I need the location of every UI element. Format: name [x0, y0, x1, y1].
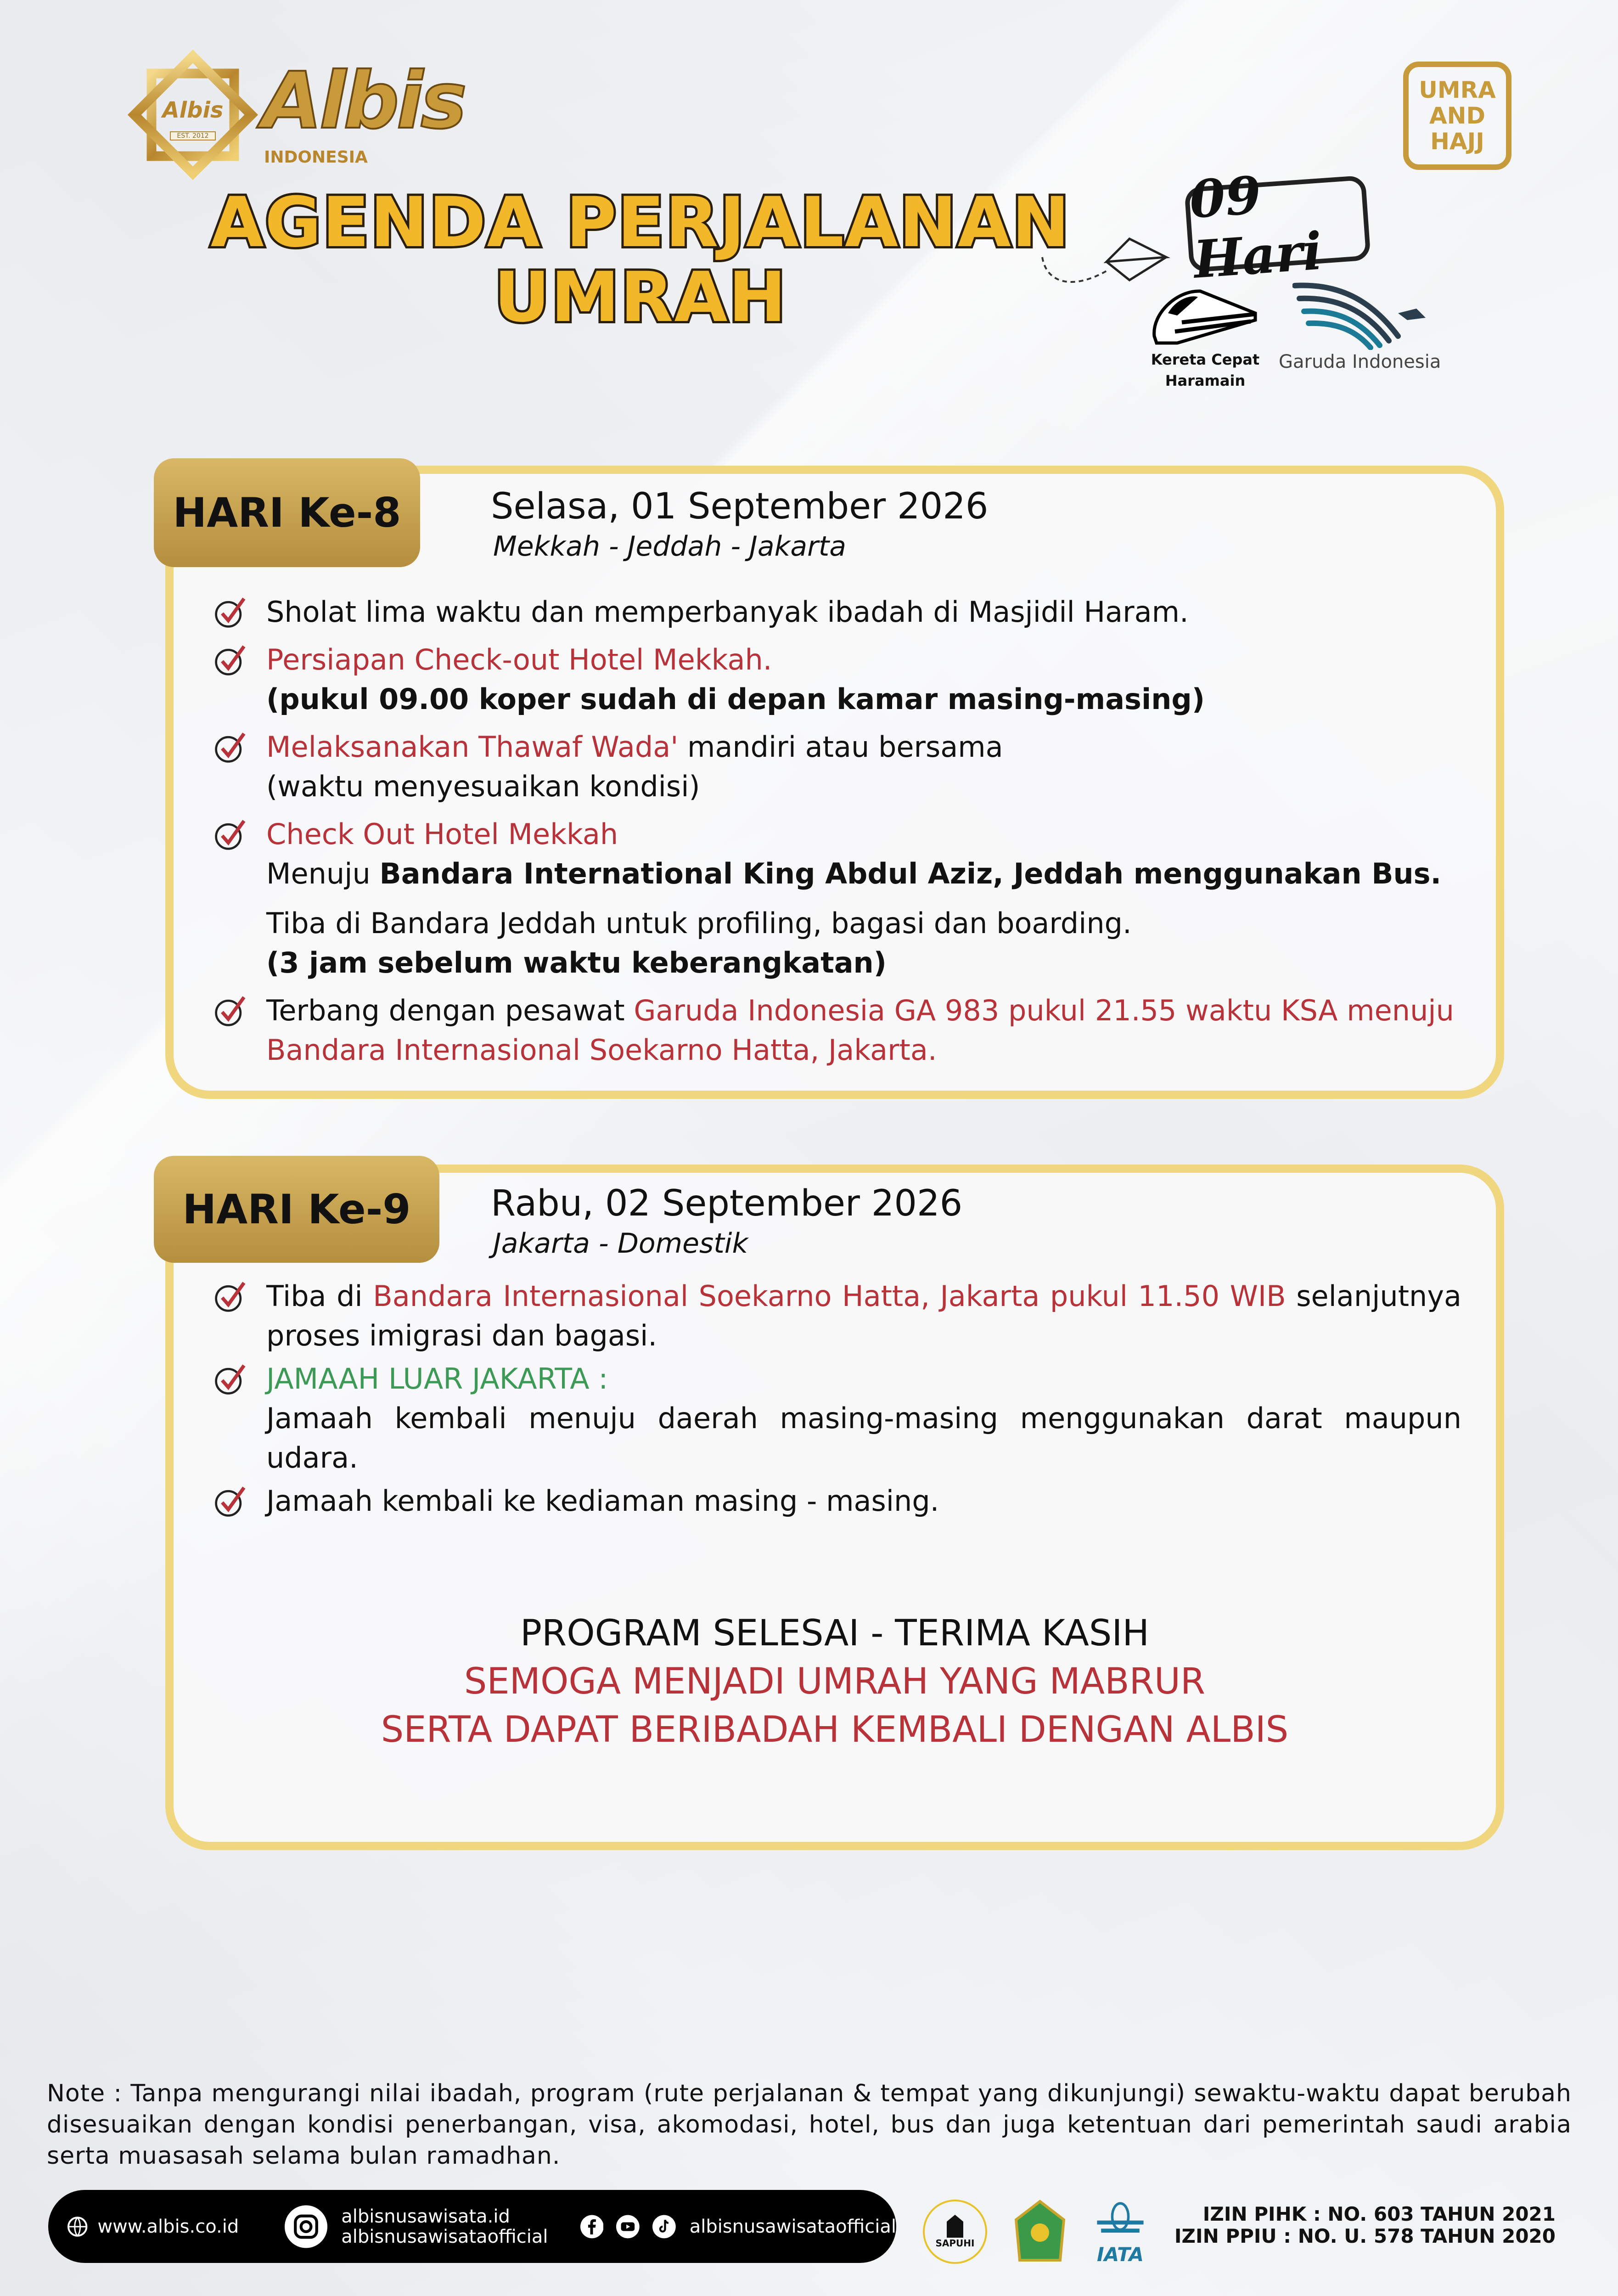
- day-date: Rabu, 02 September 2026: [491, 1183, 963, 1224]
- train-caption: [1143, 349, 1267, 391]
- iata-globe-icon: [1095, 2202, 1146, 2243]
- item-bold: Bandara International King Abdul Aziz, Jeddah menggunakan Bus.: [379, 857, 1442, 890]
- brand-subtitle: INDONESIA: [264, 148, 368, 167]
- agenda-item: [213, 815, 1494, 983]
- albis-logo: [124, 46, 464, 184]
- check-icon: [213, 1279, 247, 1314]
- instagram-link[interactable]: albisnusawisataofficial: [341, 2226, 548, 2247]
- closing-message: [165, 1609, 1504, 1754]
- duration-stamp: [1184, 165, 1371, 290]
- izin-ppiu: IZIN PPIU : NO. U. 578 TAHUN 2020: [1174, 2225, 1556, 2247]
- sapuhi-logo-text: SAPUHI: [935, 2238, 975, 2249]
- brand-name: Albis: [262, 56, 464, 146]
- day-route: Mekkah - Jeddah - Jakarta: [493, 530, 847, 563]
- svg-text:Albis: Albis: [162, 97, 224, 123]
- youtube-icon[interactable]: [616, 2213, 640, 2240]
- item-text: Jamaah kembali menuju daerah masing-masing menggunakan darat maupun udara.: [266, 1401, 1461, 1474]
- duration-text: 09 Hari: [1187, 165, 1324, 290]
- train-caption-line1: Kereta Cepat: [1151, 351, 1260, 368]
- page-title-line1: AGENDA PERJALANAN: [210, 183, 1071, 263]
- item-text: Sholat lima waktu dan memperbanyak ibadah di Masjidil Haram.: [266, 595, 1189, 629]
- umra-and-hajj-logo: [1403, 62, 1511, 170]
- day-date: Selasa, 01 September 2026: [491, 486, 989, 527]
- check-icon: [213, 1484, 247, 1519]
- train-icon: [1150, 286, 1260, 345]
- item-highlight: Melaksanakan Thawaf Wada': [266, 730, 679, 764]
- iata-logo: [1084, 2202, 1157, 2264]
- train-caption-line2: Haramain: [1165, 372, 1246, 389]
- brand-established: EST. 2012: [170, 131, 216, 141]
- instagram-handles: [341, 2206, 548, 2247]
- iata-logo-text: IATA: [1096, 2243, 1144, 2266]
- day-badge: HARI Ke-8: [154, 458, 420, 567]
- day-8-agenda-list: [213, 592, 1494, 1070]
- check-icon: [213, 730, 247, 765]
- izin-pihk: IZIN PIHK : NO. 603 TAHUN 2021: [1202, 2203, 1556, 2225]
- item-text-2: selanjutnya proses imigrasi dan bagasi.: [266, 1279, 1461, 1352]
- tiktok-icon[interactable]: [652, 2213, 676, 2240]
- closing-line-2: SEMOGA MENJADI UMRAH YANG MABRUR: [464, 1661, 1206, 1702]
- albis-emblem-icon: [124, 46, 262, 184]
- agenda-item: [213, 991, 1494, 1070]
- day-badge: HARI Ke-9: [154, 1156, 439, 1263]
- agenda-item: [213, 1277, 1461, 1356]
- item-text-2: (waktu menyesuaikan kondisi): [266, 770, 700, 803]
- social-handle[interactable]: albisnusawisataofficial: [689, 2216, 896, 2237]
- day-route: Jakarta - Domestik: [493, 1227, 748, 1260]
- agenda-item: [213, 1481, 1494, 1521]
- license-info: [1174, 2203, 1556, 2247]
- closing-line-1: PROGRAM SELESAI - TERIMA KASIH: [520, 1613, 1150, 1654]
- item-bold: (pukul 09.00 koper sudah di depan kamar masing-masing): [266, 682, 1205, 716]
- kemenag-logo-icon: [1012, 2200, 1067, 2264]
- check-icon: [213, 595, 247, 630]
- agenda-item: [213, 592, 1494, 632]
- sapuhi-logo: [923, 2200, 987, 2264]
- item-text: Tiba di: [266, 1279, 373, 1313]
- item-text: Jamaah kembali ke kediaman masing - masing.: [266, 1484, 939, 1518]
- instagram-icon: [285, 2201, 327, 2252]
- note-text: Note : Tanpa mengurangi nilai ibadah, program (rute perjalanan & tempat yang dikunjungi) sewaktu-waktu dapat berubah disesuaikan dengan kondisi penerbangan, visa, akomodasi, hotel, bus dan juga ketentuan dari pemerintah saudi arabia serta muasasah selama bulan ramadhan.: [47, 2080, 1572, 2170]
- item-highlight: Check Out Hotel Mekkah: [266, 817, 618, 851]
- check-icon: [213, 817, 247, 852]
- garuda-logo-icon: [1292, 281, 1426, 350]
- check-icon: [213, 994, 247, 1029]
- globe-icon: [67, 2214, 88, 2240]
- item-highlight: Persiapan Check-out Hotel Mekkah.: [266, 643, 772, 676]
- closing-line-3: SERTA DAPAT BERIBADAH KEMBALI DENGAN ALBIS: [381, 1709, 1289, 1750]
- item-highlight: Bandara Internasional Soekarno Hatta, Jakarta pukul 11.50 WIB: [373, 1279, 1286, 1313]
- agenda-item: [213, 727, 1494, 806]
- website-link[interactable]: www.albis.co.id: [97, 2216, 239, 2237]
- facebook-icon[interactable]: [580, 2213, 604, 2240]
- check-icon: [213, 643, 247, 678]
- umra-logo-text: UMRA AND HAJJ: [1419, 77, 1496, 155]
- item-text: mandiri atau bersama: [678, 730, 1003, 764]
- item-bold-2: (3 jam sebelum waktu keberangkatan): [266, 946, 887, 979]
- item-text: Terbang dengan pesawat: [266, 994, 634, 1027]
- agenda-item: [213, 1359, 1461, 1478]
- item-text: Menuju: [266, 857, 380, 890]
- page-title-line2: UMRAH: [494, 258, 787, 338]
- agenda-item: [213, 640, 1494, 719]
- check-icon: [213, 1362, 247, 1397]
- item-text-2: Tiba di Bandara Jeddah untuk profiling, bagasi dan boarding.: [266, 906, 1132, 940]
- instagram-link[interactable]: albisnusawisata.id: [341, 2206, 510, 2227]
- day-9-agenda-list: [213, 1277, 1494, 1521]
- contact-bar: [48, 2190, 896, 2263]
- airline-caption: Garuda Indonesia: [1279, 351, 1441, 372]
- item-highlight: Garuda Indonesia GA 983 pukul 21.55 waktu KSA menuju Bandara Internasional Soekarno Hatta, Jakarta.: [266, 994, 1454, 1067]
- item-highlight: JAMAAH LUAR JAKARTA :: [266, 1362, 608, 1396]
